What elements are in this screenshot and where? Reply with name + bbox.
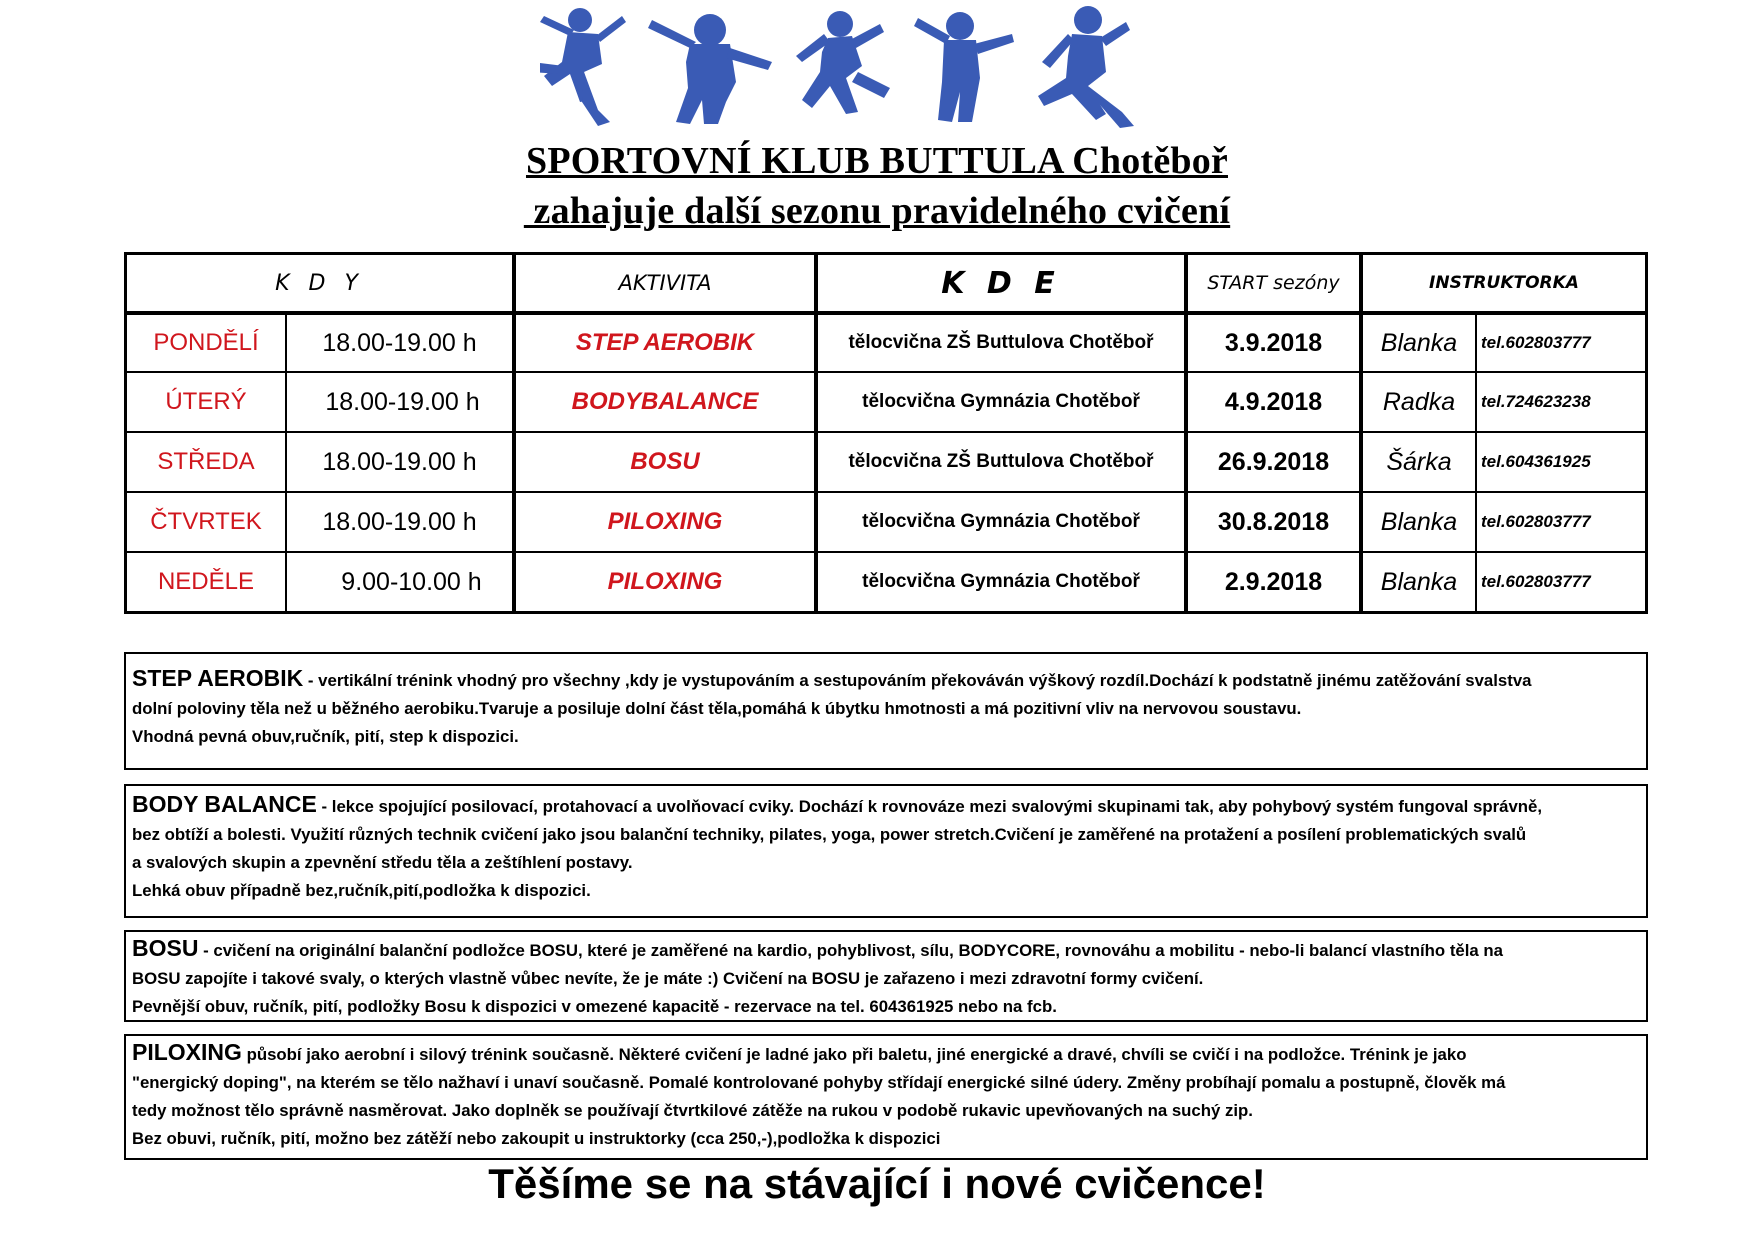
row-instructor: Radka <box>1382 387 1456 416</box>
row-instructor: Šárka <box>1386 447 1452 476</box>
table-row <box>127 553 1645 611</box>
row-tel: tel.602803777 <box>1481 333 1591 352</box>
schedule-table <box>124 252 1648 614</box>
row-activity: PILOXING <box>607 568 723 595</box>
row-instructor: Blanka <box>1380 507 1458 536</box>
header-instruktorka: INSTRUKTORKA <box>1429 273 1579 293</box>
row-start: 30.8.2018 <box>1217 507 1330 536</box>
row-day: PONDĚLÍ <box>153 329 259 356</box>
column-divider <box>1184 255 1188 611</box>
header-start: START sezóny <box>1207 272 1340 294</box>
description-body-balance <box>124 784 1648 918</box>
row-activity: STEP AEROBIK <box>575 329 755 356</box>
description-line: dolní poloviny těla než u běžného aerobiku.Tvaruje a posiluje dolní část těla,pomáhá k úbytku hmotnosti a má pozitivní vliv na nervovou soustavu. <box>132 699 1302 718</box>
day-time-divider <box>285 313 287 611</box>
description-line: Bez obuvi, ručník, pití, možno bez zátěží nebo zakoupit u instruktorky (cca 250,-),podložka k dispozici <box>132 1129 941 1148</box>
description-title: STEP AEROBIK <box>132 665 304 691</box>
children-silhouettes-icon <box>540 2 1140 130</box>
row-place: tělocvična ZŠ Buttulova Chotěboř <box>848 332 1154 353</box>
row-day: ÚTERÝ <box>165 388 247 415</box>
table-row <box>127 433 1645 491</box>
description-step-aerobik <box>124 652 1648 770</box>
description-line: - vertikální trénink vhodný pro všechny ,kdy je vystupováním a sestupováním překováván výškový rozdíl.Dochází k podstatně jinému zatěžování svalstva <box>303 671 1532 690</box>
footer-slogan: Těšíme se na stávající i nové cvičence! <box>488 1160 1266 1207</box>
row-start: 2.9.2018 <box>1224 567 1323 596</box>
row-start: 3.9.2018 <box>1224 328 1323 357</box>
row-time: 18.00-19.00 h <box>322 328 477 357</box>
page-title: SPORTOVNÍ KLUB BUTTULA Chotěboř <box>525 140 1228 182</box>
description-line: Lehká obuv případně bez,ručník,pití,podložka k dispozici. <box>132 881 591 900</box>
column-divider <box>1359 255 1363 611</box>
header-kde: K D E <box>941 265 1061 301</box>
row-place: tělocvična Gymnázia Chotěboř <box>862 571 1140 592</box>
row-time: 18.00-19.00 h <box>322 447 477 476</box>
row-tel: tel.602803777 <box>1481 512 1591 531</box>
row-instructor: Blanka <box>1380 328 1458 357</box>
table-row <box>127 373 1645 431</box>
row-activity: BODYBALANCE <box>571 388 759 415</box>
header-aktivita: AKTIVITA <box>618 271 712 295</box>
description-bosu <box>124 930 1648 1022</box>
row-day: STŘEDA <box>157 448 255 475</box>
row-time: 9.00-10.00 h <box>341 567 482 596</box>
row-instructor: Blanka <box>1380 567 1458 596</box>
description-title: BOSU <box>132 935 199 961</box>
row-place: tělocvična ZŠ Buttulova Chotěboř <box>848 451 1154 472</box>
description-line: Vhodná pevná obuv,ručník, pití, step k dispozici. <box>132 727 519 746</box>
row-activity: PILOXING <box>607 508 723 535</box>
description-line: - cvičení na originální balanční podložce BOSU, které je zaměřené na kardio, pohyblivost, sílu, BODYCORE, rovnováhu a mobilitu - nebo-li balancí vlastního těla na <box>198 941 1503 960</box>
column-divider <box>814 255 818 611</box>
description-line: působí jako aerobní i silový trénink současně. Některé cvičení je ladné jako při baletu, jiné energické a dravé, chvíli se cvičí i na podložce. Trénink je jako <box>241 1045 1467 1064</box>
table-row <box>127 315 1645 371</box>
description-line: a svalových skupin a zpevnění středu těla a zeštíhlení postavy. <box>132 853 633 872</box>
row-time: 18.00-19.00 h <box>322 507 477 536</box>
row-day: NEDĚLE <box>157 568 255 595</box>
row-activity: BOSU <box>630 448 700 475</box>
table-row <box>127 493 1645 551</box>
description-line: "energický doping", na kterém se tělo nažhaví i unaví současně. Pomalé kontrolované pohyby střídají energické silné údery. Změny probíhají pomalu a postupně, člověk má <box>132 1073 1506 1092</box>
header-kdy: K D Y <box>275 270 364 296</box>
description-line: - lekce spojující posilovací, protahovací a uvolňovací cviky. Dochází k rovnováze mezi svalovými skupinami tak, aby pohybový systém fungoval správně, <box>316 797 1543 816</box>
row-tel: tel.602803777 <box>1481 572 1591 591</box>
description-piloxing <box>124 1034 1648 1160</box>
row-start: 26.9.2018 <box>1217 447 1330 476</box>
row-time: 18.00-19.00 h <box>325 387 480 416</box>
description-line: bez obtíží a bolesti. Využití různých technik cvičení jako jsou balanční techniky, pilates, yoga, power stretch.Cvičení je zaměřené na protažení a posílení problematických svalů <box>132 825 1527 844</box>
page-subtitle: zahajuje další sezonu pravidelného cvičení <box>523 190 1231 232</box>
description-line: tedy možnost tělo správně nasměrovat. Jako doplněk se používají čtvrtkilové zátěže na rukou v podobě rukavic upevňovaných na suchý zip. <box>132 1101 1253 1120</box>
description-title: BODY BALANCE <box>132 791 317 817</box>
description-line: Pevnější obuv, ručník, pití, podložky Bosu k dispozici v omezené kapacitě - rezervace na tel. 604361925 nebo na fcb. <box>132 997 1057 1016</box>
row-place: tělocvična Gymnázia Chotěboř <box>862 511 1140 532</box>
row-place: tělocvična Gymnázia Chotěboř <box>862 391 1140 412</box>
row-tel: tel.724623238 <box>1481 392 1591 411</box>
table-header-row <box>127 255 1645 311</box>
description-title: PILOXING <box>132 1039 242 1065</box>
row-start: 4.9.2018 <box>1224 387 1323 416</box>
title-block <box>0 136 1754 236</box>
row-tel: tel.604361925 <box>1481 452 1591 471</box>
dancing-children-illustration <box>540 2 1140 130</box>
description-line: BOSU zapojíte i takové svaly, o kterých vlastně vůbec nevíte, že je máte :) Cvičení na BOSU je zařazeno i mezi zdravotní formy cvičení. <box>132 969 1204 988</box>
instructor-tel-divider <box>1475 313 1477 611</box>
row-day: ČTVRTEK <box>150 508 262 535</box>
column-divider <box>512 255 516 611</box>
